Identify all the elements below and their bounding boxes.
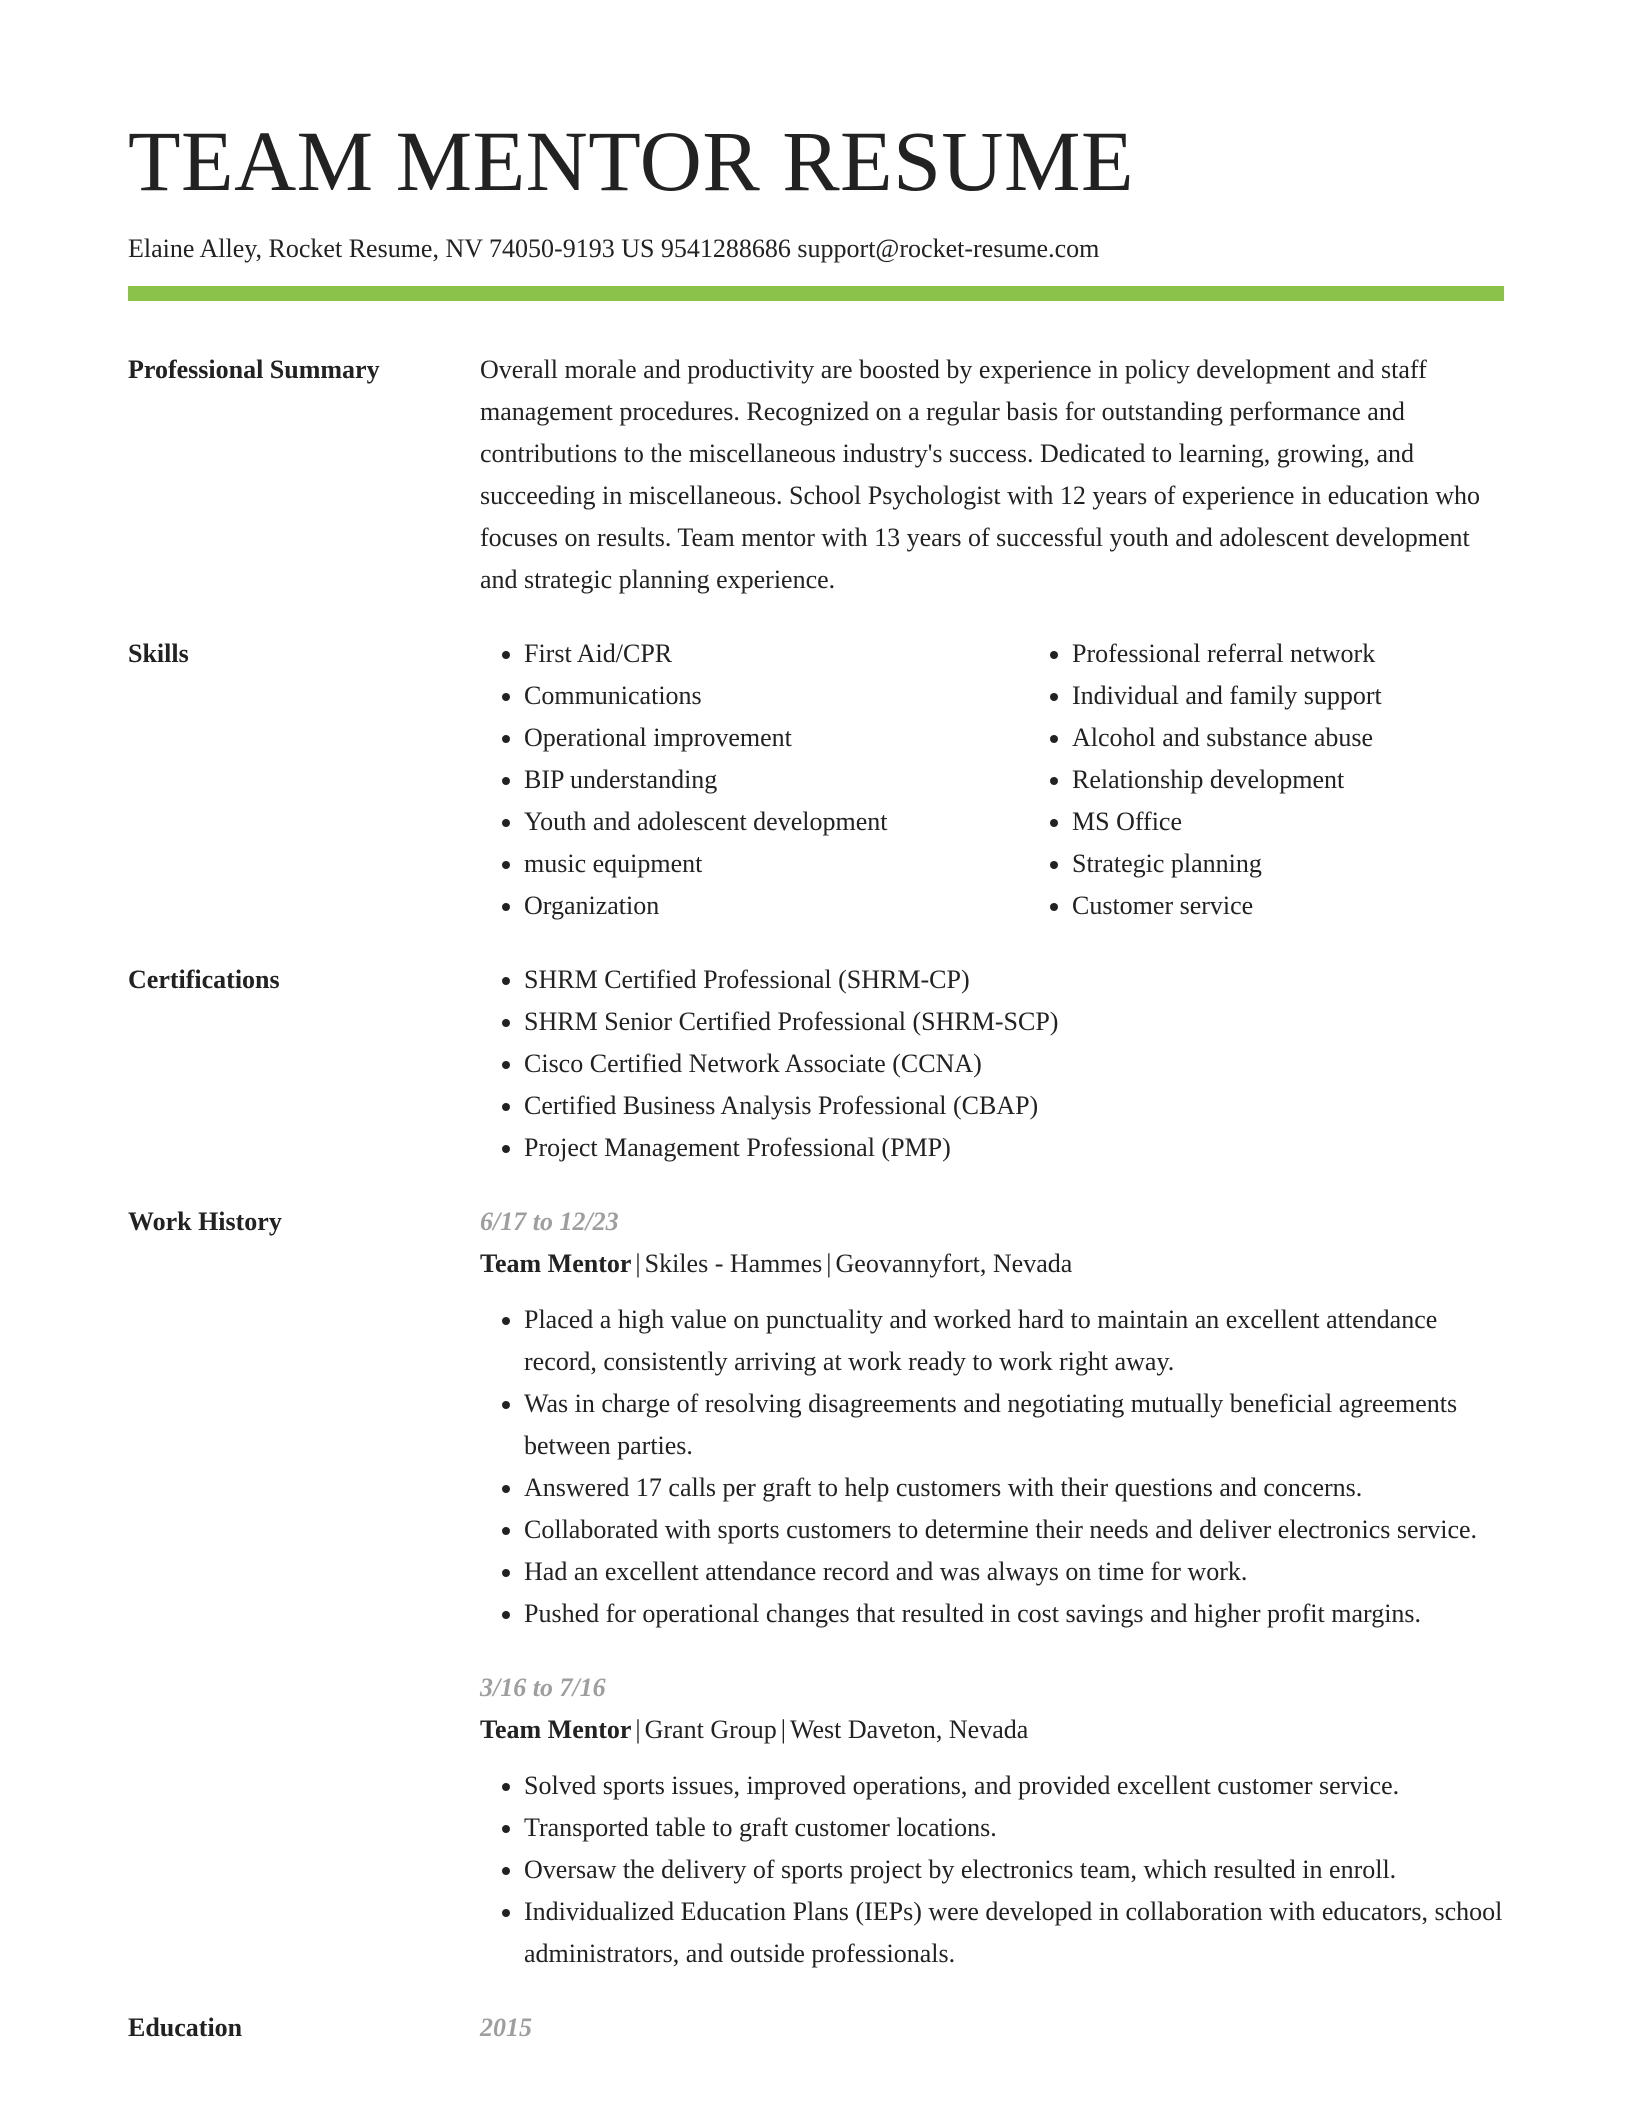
accent-divider <box>128 286 1504 301</box>
job-company: Skiles - Hammes <box>644 1249 823 1278</box>
certification-item: • SHRM Certified Professional (SHRM-CP) <box>524 959 1504 1001</box>
section-label-education: Education <box>128 2013 243 2042</box>
skill-item: • music equipment <box>524 843 984 885</box>
separator: | <box>826 1249 832 1278</box>
skill-item: • Strategic planning <box>1072 843 1532 885</box>
skill-item: • Individual and family support <box>1072 675 1532 717</box>
job-company: Grant Group <box>644 1715 777 1744</box>
skills-column-2 <box>1028 633 1532 927</box>
skills-grid <box>480 633 1504 927</box>
skill-item: • Relationship development <box>1072 759 1532 801</box>
section-skills <box>128 633 1504 927</box>
job-dates: 3/16 to 7/16 <box>480 1673 606 1702</box>
job-bullet: • Placed a high value on punctuality and worked hard to maintain an excellent attendance record, consistently arriving at work ready to work right away. <box>524 1299 1504 1383</box>
job-entry <box>480 1201 1504 1635</box>
job-bullets <box>480 1765 1504 1975</box>
certification-item: • Certified Business Analysis Professional (CBAP) <box>524 1085 1504 1127</box>
work-history-body <box>480 1201 1504 1975</box>
job-title: Team Mentor <box>480 1715 632 1744</box>
separator: | <box>635 1249 641 1278</box>
section-label-work-history: Work History <box>128 1207 282 1236</box>
job-title-line <box>480 1709 1504 1751</box>
certification-item: • SHRM Senior Certified Professional (SHRM-SCP) <box>524 1001 1504 1043</box>
skill-item: • Professional referral network <box>1072 633 1532 675</box>
job-bullet: • Oversaw the delivery of sports project by electronics team, which resulted in enroll. <box>524 1849 1504 1891</box>
job-location: Geovannyfort, Nevada <box>835 1249 1073 1278</box>
job-location: West Daveton, Nevada <box>789 1715 1029 1744</box>
job-entry <box>480 1667 1504 1975</box>
job-bullets <box>480 1299 1504 1635</box>
separator: | <box>635 1715 641 1744</box>
job-bullet: • Collaborated with sports customers to determine their needs and deliver electronics service. <box>524 1509 1504 1551</box>
section-label-summary: Professional Summary <box>128 355 380 384</box>
section-certifications <box>128 959 1504 1169</box>
skill-item: • Customer service <box>1072 885 1532 927</box>
skill-item: • Operational improvement <box>524 717 984 759</box>
skill-item: • BIP understanding <box>524 759 984 801</box>
section-work-history <box>128 1201 1504 1975</box>
section-education <box>128 2007 1504 2049</box>
job-title: Team Mentor <box>480 1249 632 1278</box>
certifications-list <box>480 959 1504 1169</box>
job-bullet: • Answered 17 calls per graft to help customers with their questions and concerns. <box>524 1467 1504 1509</box>
skill-item: • Organization <box>524 885 984 927</box>
certification-item: • Project Management Professional (PMP) <box>524 1127 1504 1169</box>
job-bullet: • Pushed for operational changes that resulted in cost savings and higher profit margins. <box>524 1593 1504 1635</box>
summary-body <box>480 349 1504 601</box>
job-bullet: • Individualized Education Plans (IEPs) were developed in collaboration with educators, school administrators, and outside professionals. <box>524 1891 1504 1975</box>
separator: | <box>780 1715 786 1744</box>
section-label-certifications: Certifications <box>128 965 280 994</box>
job-dates: 6/17 to 12/23 <box>480 1207 619 1236</box>
job-bullet: • Was in charge of resolving disagreements and negotiating mutually beneficial agreements between parties. <box>524 1383 1504 1467</box>
skill-item: • MS Office <box>1072 801 1532 843</box>
skill-item: • Communications <box>524 675 984 717</box>
certifications-body <box>480 959 1504 1169</box>
job-bullet: • Solved sports issues, improved operations, and provided excellent customer service. <box>524 1765 1504 1807</box>
resume-content <box>128 349 1504 2081</box>
skill-item: • Youth and adolescent development <box>524 801 984 843</box>
section-label-skills: Skills <box>128 639 189 668</box>
certification-item: • Cisco Certified Network Associate (CCNA) <box>524 1043 1504 1085</box>
section-professional-summary <box>128 349 1504 601</box>
job-bullet: • Transported table to graft customer locations. <box>524 1807 1504 1849</box>
resume-title: TEAM MENTOR RESUME <box>128 113 1135 209</box>
summary-text: Overall morale and productivity are boosted by experience in policy development and staff management procedures. Recognized on a regular basis for outstanding performance and contributions to the miscellaneous industry's success. Dedicated to learning, growing, and succeeding in miscellaneous. School Psychologist with 12 years of experience in education who focuses on results. Team mentor with 13 years of successful youth and adolescent development and strategic planning experience. <box>480 355 1481 594</box>
skills-column-1 <box>480 633 984 927</box>
education-dates: 2015 <box>480 2013 532 2042</box>
job-title-line <box>480 1243 1504 1285</box>
job-bullet: • Had an excellent attendance record and was always on time for work. <box>524 1551 1504 1593</box>
skill-item: • Alcohol and substance abuse <box>1072 717 1532 759</box>
skills-body <box>480 633 1504 927</box>
skill-item: • First Aid/CPR <box>524 633 984 675</box>
contact-line: Elaine Alley, Rocket Resume, NV 74050-9193 US 9541288686 support@rocket-resume.com <box>128 234 1100 263</box>
education-body <box>480 2007 1504 2049</box>
